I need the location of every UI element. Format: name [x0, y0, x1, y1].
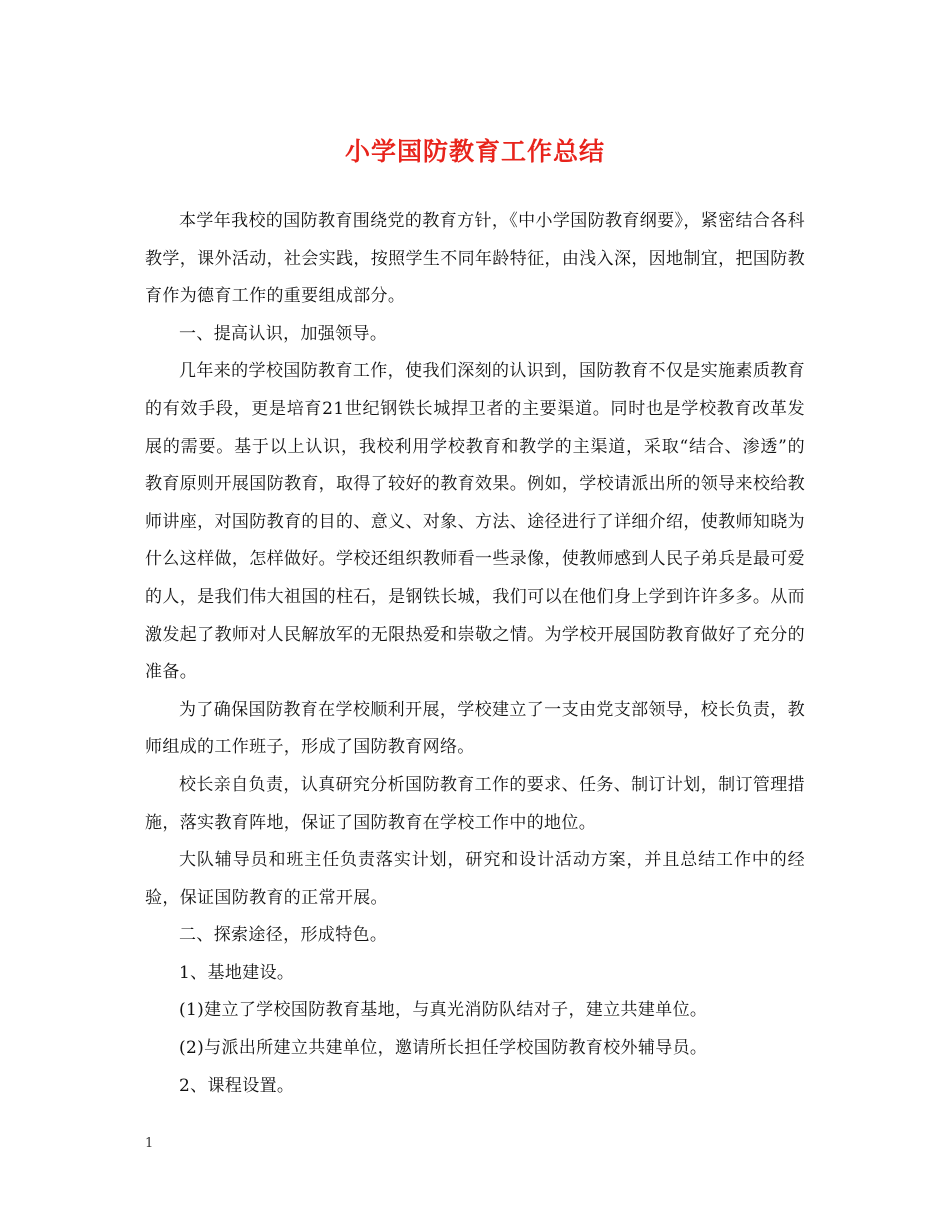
- paragraph-counselors: 大队辅导员和班主任负责落实计划，研究和设计活动方案，并且总结工作中的经验，保证国防教育的正常开展。: [145, 850, 805, 908]
- paragraph-principal: 校长亲自负责，认真研究分析国防教育工作的要求、任务、制订计划，制订管理措施，落实教育阵地，保证了国防教育在学校工作中的地位。: [145, 774, 805, 833]
- subsection-heading-curriculum: 2、课程设置。: [179, 1075, 295, 1096]
- document-title: 小学国防教育工作总结: [344, 137, 605, 166]
- subsection-heading-base: 1、基地建设。: [179, 962, 295, 983]
- paragraph-intro: 本学年我校的国防教育围绕党的教育方针，《中小学国防教育纲要》，紧密结合各科教学，课外活动，社会实践，按照学生不同年龄特征，由浅入深，因地制宜，把国防教育作为德育工作的重要组成部分。: [145, 211, 805, 307]
- document-body: [145, 203, 805, 1105]
- section-heading-2: 二、探索途径，形成特色。: [179, 925, 388, 946]
- page-number: 1: [145, 1136, 154, 1151]
- list-item-1: (1)建立了学校国防教育基地，与真光消防队结对子，建立共建单位。: [179, 1000, 708, 1021]
- paragraph-awareness: 几年来的学校国防教育工作，使我们深刻的认识到，国防教育不仅是实施素质教育的有效手段，更是培育21世纪钢铁长城捍卫者的主要渠道。同时也是学校教育改革发展的需要。基于以上认识，我校利用学校教育和教学的主渠道，采取“结合、渗透”的教育原则开展国防教育，取得了较好的教育效果。例如，学校请派出所的领导来校给教师讲座，对国防教育的目的、意义、对象、方法、途径进行了详细介绍，使教师知晓为什么这样做，怎样做好。学校还组织教师看一些录像，使教师感到人民子弟兵是最可爱的人，是我们伟大祖国的柱石，是钢铁长城，我们可以在他们身上学到许许多多。从而激发起了教师对人民解放军的无限热爱和崇敬之情。为学校开展国防教育做好了充分的准备。: [145, 361, 805, 683]
- paragraph-team: 为了确保国防教育在学校顺利开展，学校建立了一支由党支部领导，校长负责，教师组成的工作班子，形成了国防教育网络。: [145, 699, 805, 758]
- list-item-2: (2)与派出所建立共建单位，邀请所长担任学校国防教育校外辅导员。: [179, 1038, 708, 1059]
- section-heading-1: 一、提高认识，加强领导。: [179, 323, 388, 344]
